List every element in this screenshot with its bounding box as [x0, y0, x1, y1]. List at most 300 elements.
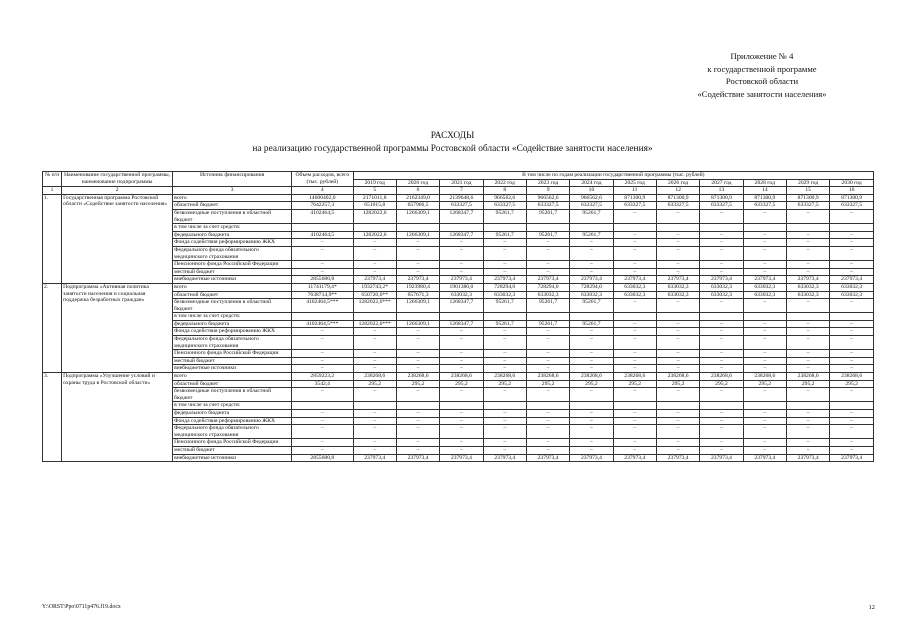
- value-cell: –: [786, 350, 829, 358]
- value-cell: 871300,9: [830, 194, 874, 202]
- value-cell: –: [570, 268, 613, 276]
- value-cell: –: [700, 328, 743, 336]
- funding-source: всего: [173, 194, 292, 202]
- column-number: 3: [173, 187, 292, 195]
- value-cell: –: [440, 261, 483, 269]
- value-cell: –: [656, 209, 699, 223]
- value-cell: –: [292, 365, 354, 373]
- value-cell: 238268,6: [526, 373, 569, 381]
- value-cell: –: [396, 425, 439, 439]
- funding-source: Фонда содействия реформированию ЖКХ: [173, 417, 292, 425]
- value-cell: –: [613, 261, 656, 269]
- funding-source: всего: [173, 283, 292, 291]
- value-cell: –: [656, 439, 699, 447]
- value-cell: 95261,7: [526, 231, 569, 239]
- value-cell: 95261,7: [526, 299, 569, 313]
- value-cell: 237973,4: [656, 276, 699, 284]
- value-cell: 1268347,7: [440, 320, 483, 328]
- value-cell: –: [613, 299, 656, 313]
- value-cell: 1266309,1: [396, 299, 439, 313]
- value-cell: –: [613, 320, 656, 328]
- value-cell: –: [613, 439, 656, 447]
- value-cell: 238268,6: [613, 373, 656, 381]
- funding-source: Федерального фонда обязательного медицинского страхования: [173, 425, 292, 439]
- value-cell: 238268,6: [656, 373, 699, 381]
- value-cell: –: [700, 246, 743, 260]
- value-cell: –: [292, 417, 354, 425]
- value-cell: –: [743, 320, 786, 328]
- value-cell: [830, 224, 874, 232]
- value-cell: –: [526, 350, 569, 358]
- header-total: Объем расходов, всего (тыс. рублей): [292, 172, 354, 187]
- value-cell: [743, 402, 786, 410]
- value-cell: [656, 313, 699, 321]
- value-cell: –: [526, 357, 569, 365]
- value-cell: –: [396, 328, 439, 336]
- value-cell: –: [830, 446, 874, 454]
- value-cell: –: [396, 336, 439, 350]
- value-cell: –: [353, 410, 396, 418]
- value-cell: –: [613, 239, 656, 247]
- column-number: 6: [396, 187, 439, 195]
- value-cell: –: [440, 328, 483, 336]
- value-cell: –: [700, 439, 743, 447]
- value-cell: –: [570, 417, 613, 425]
- value-cell: [570, 402, 613, 410]
- program-name: Подпрограмма «Активная политика занятости населения и социальная поддержка безработных граждан»: [62, 283, 173, 372]
- value-cell: –: [526, 365, 569, 373]
- value-cell: –: [292, 439, 354, 447]
- value-cell: –: [656, 336, 699, 350]
- value-cell: –: [353, 268, 396, 276]
- value-cell: 95261,7: [483, 209, 526, 223]
- value-cell: 95261,7: [526, 209, 569, 223]
- value-cell: 1268347,7: [440, 231, 483, 239]
- value-cell: –: [700, 388, 743, 402]
- value-cell: 2162349,0: [396, 194, 439, 202]
- value-cell: [743, 313, 786, 321]
- value-cell: –: [786, 425, 829, 439]
- header-year: 2020 год: [396, 179, 439, 187]
- column-number: 1: [43, 187, 62, 195]
- value-cell: 95261,7: [570, 299, 613, 313]
- value-cell: 871300,9: [700, 194, 743, 202]
- value-cell: –: [570, 410, 613, 418]
- value-cell: 4102464,5: [292, 209, 354, 223]
- header-year: 2019 год: [353, 179, 396, 187]
- value-cell: 295,2: [570, 380, 613, 388]
- value-cell: –: [353, 388, 396, 402]
- value-cell: 4102464,5***: [292, 299, 354, 313]
- value-cell: [786, 402, 829, 410]
- value-cell: 237973,4: [700, 454, 743, 462]
- value-cell: –: [786, 446, 829, 454]
- value-cell: –: [830, 350, 874, 358]
- value-cell: –: [396, 439, 439, 447]
- value-cell: [570, 224, 613, 232]
- value-cell: –: [353, 365, 396, 373]
- value-cell: 238268,6: [700, 373, 743, 381]
- value-cell: –: [656, 320, 699, 328]
- value-cell: 1282022,6: [353, 231, 396, 239]
- value-cell: –: [292, 425, 354, 439]
- value-cell: –: [570, 239, 613, 247]
- value-cell: –: [353, 417, 396, 425]
- column-number: 12: [656, 187, 699, 195]
- value-cell: [613, 402, 656, 410]
- value-cell: 633327,5: [830, 202, 874, 210]
- value-cell: 633032,3: [743, 283, 786, 291]
- value-cell: 95261,7: [570, 320, 613, 328]
- value-cell: 295,2: [613, 380, 656, 388]
- funding-source: в том числе за счет средств:: [173, 402, 292, 410]
- funding-source: безвозмездные поступления в областной бюджет: [173, 209, 292, 223]
- value-cell: –: [743, 365, 786, 373]
- value-cell: –: [570, 261, 613, 269]
- column-number: 13: [700, 187, 743, 195]
- value-cell: –: [396, 357, 439, 365]
- value-cell: –: [830, 388, 874, 402]
- value-cell: –: [292, 446, 354, 454]
- value-cell: –: [440, 246, 483, 260]
- value-cell: 237973,4: [570, 276, 613, 284]
- value-cell: –: [483, 410, 526, 418]
- value-cell: 633032,3: [656, 291, 699, 299]
- value-cell: 295,2: [656, 380, 699, 388]
- table-body: [43, 194, 874, 461]
- column-number: 16: [830, 187, 874, 195]
- value-cell: –: [786, 299, 829, 313]
- value-cell: –: [700, 410, 743, 418]
- value-cell: [353, 402, 396, 410]
- value-cell: –: [396, 446, 439, 454]
- footer-file-path: Y:\ORST\Ppo\0711p476.f19.docx: [42, 604, 121, 610]
- table-row: [43, 194, 874, 202]
- value-cell: 237973,4: [570, 454, 613, 462]
- value-cell: –: [613, 209, 656, 223]
- value-cell: 237973,4: [656, 454, 699, 462]
- value-cell: –: [483, 446, 526, 454]
- value-cell: 237973,4: [613, 454, 656, 462]
- value-cell: –: [743, 246, 786, 260]
- value-cell: –: [786, 246, 829, 260]
- value-cell: –: [743, 299, 786, 313]
- document-title: [0, 130, 905, 155]
- value-cell: 237973,4: [440, 276, 483, 284]
- value-cell: –: [656, 261, 699, 269]
- value-cell: 237973,4: [526, 454, 569, 462]
- title-heading: РАСХОДЫ: [430, 131, 475, 141]
- column-number: 9: [526, 187, 569, 195]
- value-cell: –: [743, 268, 786, 276]
- value-cell: –: [656, 231, 699, 239]
- value-cell: –: [786, 417, 829, 425]
- value-cell: –: [526, 246, 569, 260]
- value-cell: –: [613, 417, 656, 425]
- value-cell: –: [396, 268, 439, 276]
- row-number: 2.: [43, 283, 62, 372]
- value-cell: 633032,3: [440, 291, 483, 299]
- value-cell: –: [830, 320, 874, 328]
- value-cell: –: [613, 410, 656, 418]
- value-cell: 871300,9: [613, 194, 656, 202]
- program-name: Государственная программа Ростовской области «Содействие занятости населения»: [62, 194, 173, 283]
- column-number: 2: [62, 187, 173, 195]
- funding-source: местный бюджет: [173, 446, 292, 454]
- value-cell: –: [743, 357, 786, 365]
- value-cell: –: [440, 439, 483, 447]
- value-cell: 11741179,4*: [292, 283, 354, 291]
- value-cell: 633032,3: [786, 291, 829, 299]
- value-cell: –: [570, 350, 613, 358]
- value-cell: –: [483, 388, 526, 402]
- value-cell: [830, 402, 874, 410]
- value-cell: –: [613, 350, 656, 358]
- funding-source: внебюджетные источники: [173, 276, 292, 284]
- value-cell: [292, 402, 354, 410]
- header-num: № п/п: [43, 172, 62, 187]
- value-cell: 871300,9: [786, 194, 829, 202]
- value-cell: –: [483, 239, 526, 247]
- value-cell: 633032,3: [570, 291, 613, 299]
- value-cell: –: [656, 357, 699, 365]
- value-cell: 95261,7: [526, 320, 569, 328]
- row-number: 1.: [43, 194, 62, 283]
- column-number: 8: [483, 187, 526, 195]
- value-cell: 633327,5: [483, 202, 526, 210]
- value-cell: –: [830, 425, 874, 439]
- appendix-line: Ростовской области: [725, 76, 799, 86]
- value-cell: –: [440, 239, 483, 247]
- value-cell: [700, 224, 743, 232]
- value-cell: –: [786, 336, 829, 350]
- value-cell: –: [292, 410, 354, 418]
- value-cell: –: [743, 261, 786, 269]
- appendix-line: Приложение № 4: [730, 51, 794, 61]
- value-cell: 633032,3: [656, 283, 699, 291]
- funding-source: местный бюджет: [173, 357, 292, 365]
- funding-source: Фонда содействия реформированию ЖКХ: [173, 239, 292, 247]
- value-cell: –: [786, 239, 829, 247]
- value-cell: –: [743, 425, 786, 439]
- value-cell: 95261,7: [483, 320, 526, 328]
- value-cell: [830, 313, 874, 321]
- value-cell: 295,2: [440, 380, 483, 388]
- value-cell: [483, 224, 526, 232]
- row-number: 3.: [43, 373, 62, 462]
- value-cell: 14600402,6: [292, 194, 354, 202]
- value-cell: –: [526, 388, 569, 402]
- value-cell: –: [656, 350, 699, 358]
- value-cell: –: [743, 239, 786, 247]
- value-cell: –: [830, 328, 874, 336]
- value-cell: –: [830, 357, 874, 365]
- value-cell: –: [656, 425, 699, 439]
- value-cell: 7642257,3: [292, 202, 354, 210]
- value-cell: –: [396, 365, 439, 373]
- value-cell: –: [353, 336, 396, 350]
- value-cell: 633032,3: [613, 283, 656, 291]
- value-cell: –: [292, 350, 354, 358]
- value-cell: 633032,3: [830, 283, 874, 291]
- funding-source: областной бюджет: [173, 202, 292, 210]
- value-cell: 238268,6: [440, 373, 483, 381]
- value-cell: –: [570, 425, 613, 439]
- value-cell: –: [830, 261, 874, 269]
- value-cell: –: [743, 336, 786, 350]
- value-cell: –: [743, 231, 786, 239]
- value-cell: –: [483, 350, 526, 358]
- value-cell: [656, 224, 699, 232]
- value-cell: –: [440, 388, 483, 402]
- value-cell: 1282022,6: [353, 209, 396, 223]
- value-cell: –: [483, 336, 526, 350]
- value-cell: –: [700, 299, 743, 313]
- value-cell: 728294,0: [483, 283, 526, 291]
- funding-source: в том числе за счет средств:: [173, 313, 292, 321]
- value-cell: –: [700, 261, 743, 269]
- value-cell: 237973,4: [786, 454, 829, 462]
- value-cell: 633032,3: [526, 291, 569, 299]
- value-cell: –: [440, 350, 483, 358]
- value-cell: –: [613, 357, 656, 365]
- value-cell: 238268,6: [353, 373, 396, 381]
- value-cell: 966562,6: [570, 194, 613, 202]
- value-cell: –: [526, 328, 569, 336]
- value-cell: 238268,6: [483, 373, 526, 381]
- value-cell: –: [656, 365, 699, 373]
- value-cell: –: [440, 446, 483, 454]
- value-cell: –: [656, 446, 699, 454]
- value-cell: 1923980,4: [396, 283, 439, 291]
- value-cell: 633032,3: [483, 291, 526, 299]
- value-cell: –: [353, 357, 396, 365]
- value-cell: –: [700, 336, 743, 350]
- header-year: 2023 год: [526, 179, 569, 187]
- funding-source: Пенсионного фонда Российской Федерации: [173, 439, 292, 447]
- value-cell: 237973,4: [396, 454, 439, 462]
- value-cell: –: [830, 417, 874, 425]
- value-cell: 633327,5: [786, 202, 829, 210]
- value-cell: 295,2: [483, 380, 526, 388]
- value-cell: –: [656, 246, 699, 260]
- value-cell: –: [786, 388, 829, 402]
- value-cell: –: [830, 410, 874, 418]
- column-number: 7: [440, 187, 483, 195]
- value-cell: 237973,4: [700, 276, 743, 284]
- value-cell: [613, 313, 656, 321]
- value-cell: –: [483, 425, 526, 439]
- value-cell: –: [830, 336, 874, 350]
- funding-source: Фонда содействия реформированию ЖКХ: [173, 328, 292, 336]
- value-cell: [292, 224, 354, 232]
- value-cell: 4102464,5: [292, 231, 354, 239]
- header-year: 2025 год: [613, 179, 656, 187]
- header-name: Наименование государственной программы, наименование подпрограммы: [62, 172, 173, 187]
- value-cell: 295,2: [353, 380, 396, 388]
- value-cell: –: [526, 336, 569, 350]
- value-cell: [786, 313, 829, 321]
- value-cell: 237973,4: [743, 454, 786, 462]
- value-cell: –: [656, 410, 699, 418]
- value-cell: 728294,0: [526, 283, 569, 291]
- value-cell: –: [656, 417, 699, 425]
- funding-source: Федерального фонда обязательного медицинского страхования: [173, 336, 292, 350]
- value-cell: 95261,7: [483, 231, 526, 239]
- funding-source: в том числе за счет средств:: [173, 224, 292, 232]
- value-cell: –: [396, 410, 439, 418]
- value-cell: 657966,5: [396, 202, 439, 210]
- value-cell: –: [613, 328, 656, 336]
- value-cell: [700, 313, 743, 321]
- value-cell: –: [700, 239, 743, 247]
- value-cell: 1932743,2*: [353, 283, 396, 291]
- value-cell: –: [396, 417, 439, 425]
- value-cell: –: [526, 425, 569, 439]
- value-cell: 4102464,5***: [292, 320, 354, 328]
- value-cell: 295,2: [396, 380, 439, 388]
- column-number: 11: [613, 187, 656, 195]
- value-cell: –: [292, 336, 354, 350]
- value-cell: –: [786, 357, 829, 365]
- value-cell: [743, 224, 786, 232]
- value-cell: –: [570, 446, 613, 454]
- value-cell: –: [613, 246, 656, 260]
- value-cell: –: [526, 239, 569, 247]
- value-cell: –: [786, 268, 829, 276]
- value-cell: –: [700, 268, 743, 276]
- value-cell: –: [743, 446, 786, 454]
- value-cell: –: [613, 425, 656, 439]
- value-cell: 237973,4: [743, 276, 786, 284]
- value-cell: –: [483, 439, 526, 447]
- value-cell: –: [526, 439, 569, 447]
- value-cell: 237973,4: [830, 454, 874, 462]
- value-cell: –: [292, 268, 354, 276]
- value-cell: –: [353, 425, 396, 439]
- value-cell: 871300,9: [656, 194, 699, 202]
- value-cell: 1901380,0: [440, 283, 483, 291]
- value-cell: –: [292, 388, 354, 402]
- value-cell: [353, 313, 396, 321]
- value-cell: 237973,4: [483, 276, 526, 284]
- value-cell: 237973,4: [526, 276, 569, 284]
- header-source: Источник финансирования: [173, 172, 292, 187]
- value-cell: –: [786, 365, 829, 373]
- value-cell: –: [353, 246, 396, 260]
- value-cell: 295,2: [830, 380, 874, 388]
- value-cell: –: [613, 336, 656, 350]
- header-by-year: В том числе по годам реализации государственной программы (тыс. рублей): [353, 172, 873, 180]
- header-year: 2026 год: [656, 179, 699, 187]
- value-cell: 237973,4: [483, 454, 526, 462]
- funding-source: Пенсионного фонда Российской Федерации: [173, 350, 292, 358]
- value-cell: –: [700, 320, 743, 328]
- value-cell: –: [483, 365, 526, 373]
- value-cell: –: [353, 239, 396, 247]
- value-cell: 7638714,9**: [292, 291, 354, 299]
- value-cell: –: [570, 336, 613, 350]
- value-cell: 295,2: [700, 380, 743, 388]
- header-year: 2028 год: [743, 179, 786, 187]
- column-number: 15: [786, 187, 829, 195]
- value-cell: 651015,8: [353, 202, 396, 210]
- value-cell: –: [656, 328, 699, 336]
- funding-source: внебюджетные источники: [173, 365, 292, 373]
- value-cell: [570, 313, 613, 321]
- value-cell: [396, 313, 439, 321]
- value-cell: –: [353, 439, 396, 447]
